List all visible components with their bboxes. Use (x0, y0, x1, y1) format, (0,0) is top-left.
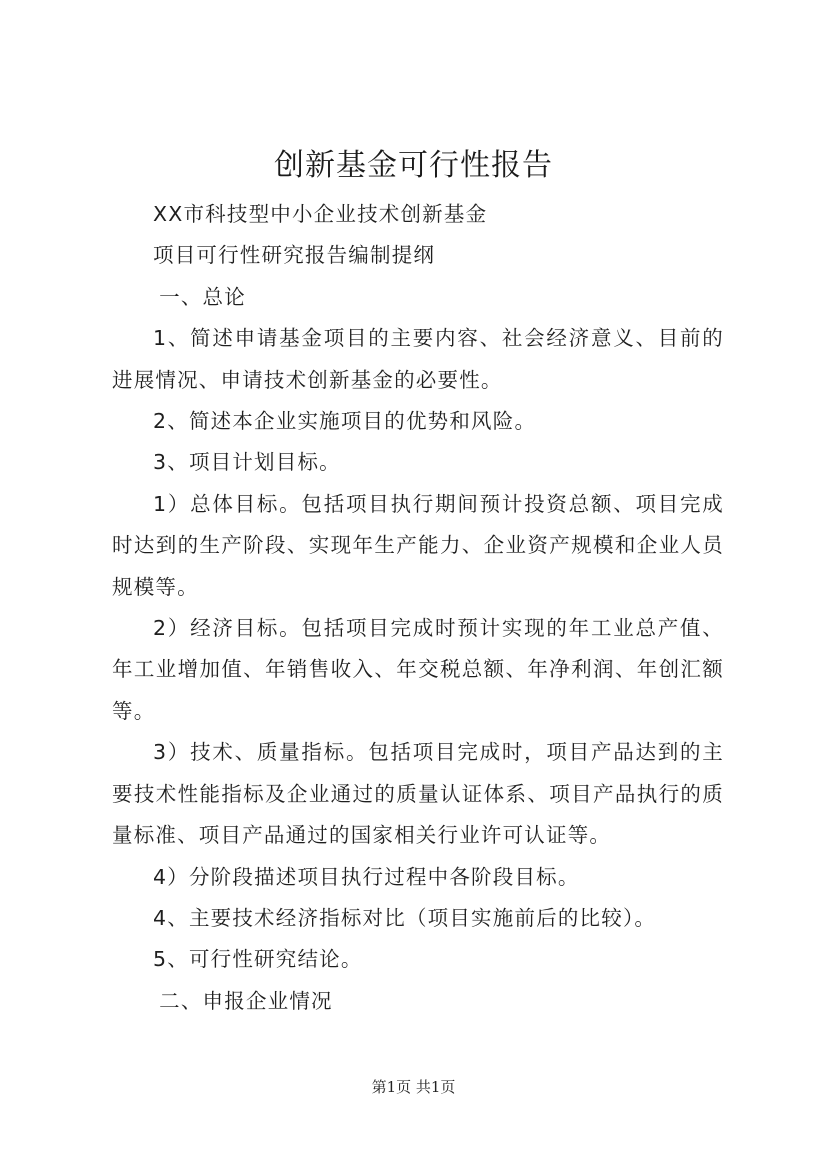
section-heading-enterprise: 二、申报企业情况 (159, 988, 333, 1013)
paragraph-item-5: 5、可行性研究结论。 (153, 947, 363, 972)
paragraph-subitem-2: 2）经济目标。包括项目完成时预计实现的年工业总产值、年工业增加值、年销售收入、年交税总额、年净利润、年创汇额等。 (112, 616, 724, 723)
document-body (112, 194, 724, 1022)
section-heading-general: 一、总论 (159, 284, 246, 309)
paragraph-item-3: 3、项目计划目标。 (153, 450, 341, 475)
page-footer: 第1页 共1页 (371, 1078, 456, 1096)
paragraph-subitem-1: 1）总体目标。包括项目执行期间预计投资总额、项目完成时达到的生产阶段、实现年生产能力、企业资产规模和企业人员规模等。 (112, 491, 724, 599)
paragraph-item-1: 1、简述申请基金项目的主要内容、社会经济意义、目前的进展情况、申请技术创新基金的必要性。 (112, 326, 724, 392)
paragraph-outline-title: 项目可行性研究报告编制提纲 (153, 243, 436, 268)
paragraph-subitem-3: 3）技术、质量指标。包括项目完成时，项目产品达到的主要技术性能指标及企业通过的质量认证体系、项目产品执行的质量标准、项目产品通过的国家相关行业许可认证等。 (112, 740, 724, 848)
paragraph-item-4: 4、主要技术经济指标对比（项目实施前后的比较）。 (153, 905, 657, 930)
document-title: 创新基金可行性报告 (274, 148, 553, 183)
paragraph-item-2: 2、简述本企业实施项目的优势和风险。 (153, 409, 537, 434)
paragraph-fund-name: XX市科技型中小企业技术创新基金 (153, 202, 488, 226)
paragraph-subitem-4: 4）分阶段描述项目执行过程中各阶段目标。 (153, 864, 580, 889)
